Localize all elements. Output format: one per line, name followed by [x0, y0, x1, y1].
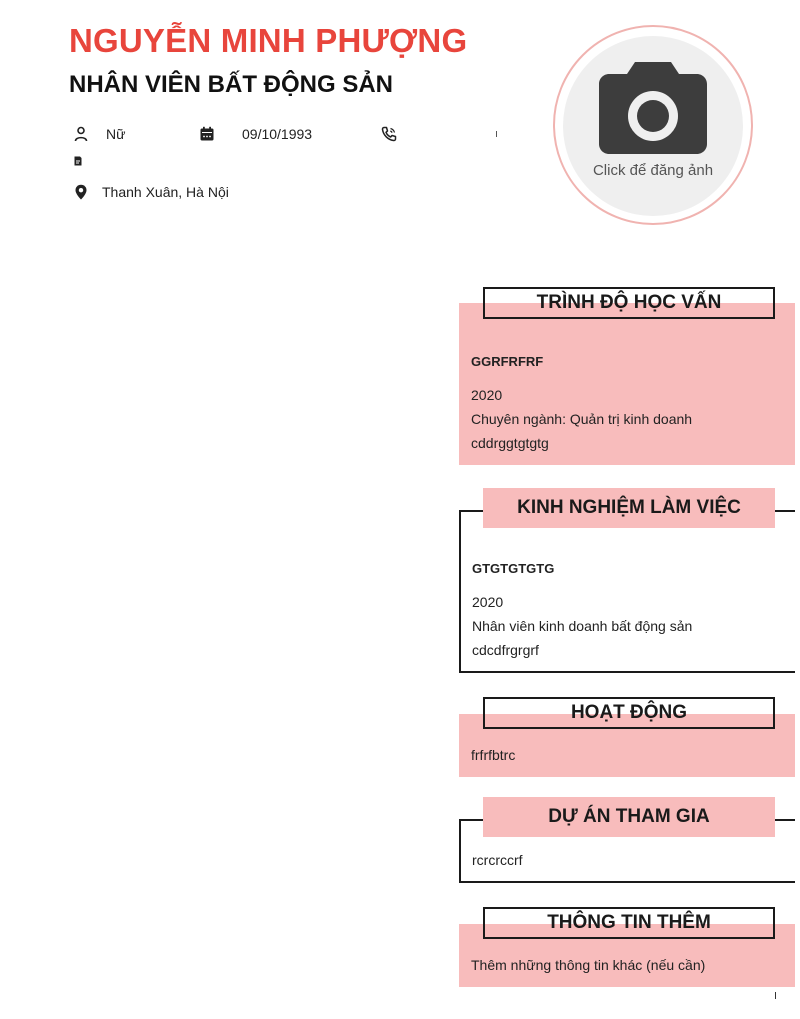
education-major[interactable]: Chuyên ngành: Quản trị kinh doanh: [471, 411, 693, 427]
avatar-caption: Click để đăng ảnh: [592, 162, 714, 179]
activities-content[interactable]: frfrfbtrc: [471, 747, 516, 763]
birthday-field[interactable]: [199, 126, 312, 142]
education-description[interactable]: cddrggtgtgtg: [471, 435, 549, 451]
field-separator: [496, 131, 497, 137]
person-icon: [73, 126, 89, 142]
location-pin-icon: [73, 184, 89, 200]
gender-field[interactable]: [73, 126, 125, 142]
address-value: Thanh Xuân, Hà Nội: [102, 184, 229, 200]
camera-icon: [599, 62, 707, 154]
education-title[interactable]: TRÌNH ĐỘ HỌC VẤN: [483, 287, 775, 319]
additional-title[interactable]: THÔNG TIN THÊM: [483, 907, 775, 939]
avatar-upload[interactable]: [563, 36, 743, 216]
projects-content[interactable]: rcrcrccrf: [472, 852, 523, 868]
education-school[interactable]: GGRFRFRF: [471, 354, 544, 369]
projects-title[interactable]: DỰ ÁN THAM GIA: [483, 797, 775, 837]
page-marker: [775, 992, 776, 999]
experience-company[interactable]: GTGTGTGTG: [472, 561, 555, 576]
experience-position[interactable]: Nhân viên kinh doanh bất động sản: [472, 618, 693, 634]
birthday-value: 09/10/1993: [242, 126, 313, 142]
phone-icon: [381, 126, 397, 142]
gender-value: Nữ: [106, 126, 126, 142]
email-field[interactable]: [73, 155, 100, 167]
calendar-icon: [199, 126, 215, 142]
activities-title[interactable]: HOẠT ĐỘNG: [483, 697, 775, 729]
candidate-name[interactable]: NGUYỄN MINH PHƯỢNG: [69, 22, 468, 59]
job-title[interactable]: NHÂN VIÊN BẤT ĐỘNG SẢN: [69, 71, 394, 98]
experience-description[interactable]: cdcdfrgrgrf: [472, 642, 539, 658]
education-year[interactable]: 2020: [471, 387, 503, 403]
mail-icon: [73, 155, 83, 167]
experience-year[interactable]: 2020: [472, 594, 504, 610]
additional-content[interactable]: Thêm những thông tin khác (nếu cần): [471, 957, 706, 973]
experience-title[interactable]: KINH NGHIỆM LÀM VIỆC: [483, 488, 775, 528]
address-field[interactable]: [73, 184, 229, 200]
phone-field[interactable]: [381, 126, 414, 142]
